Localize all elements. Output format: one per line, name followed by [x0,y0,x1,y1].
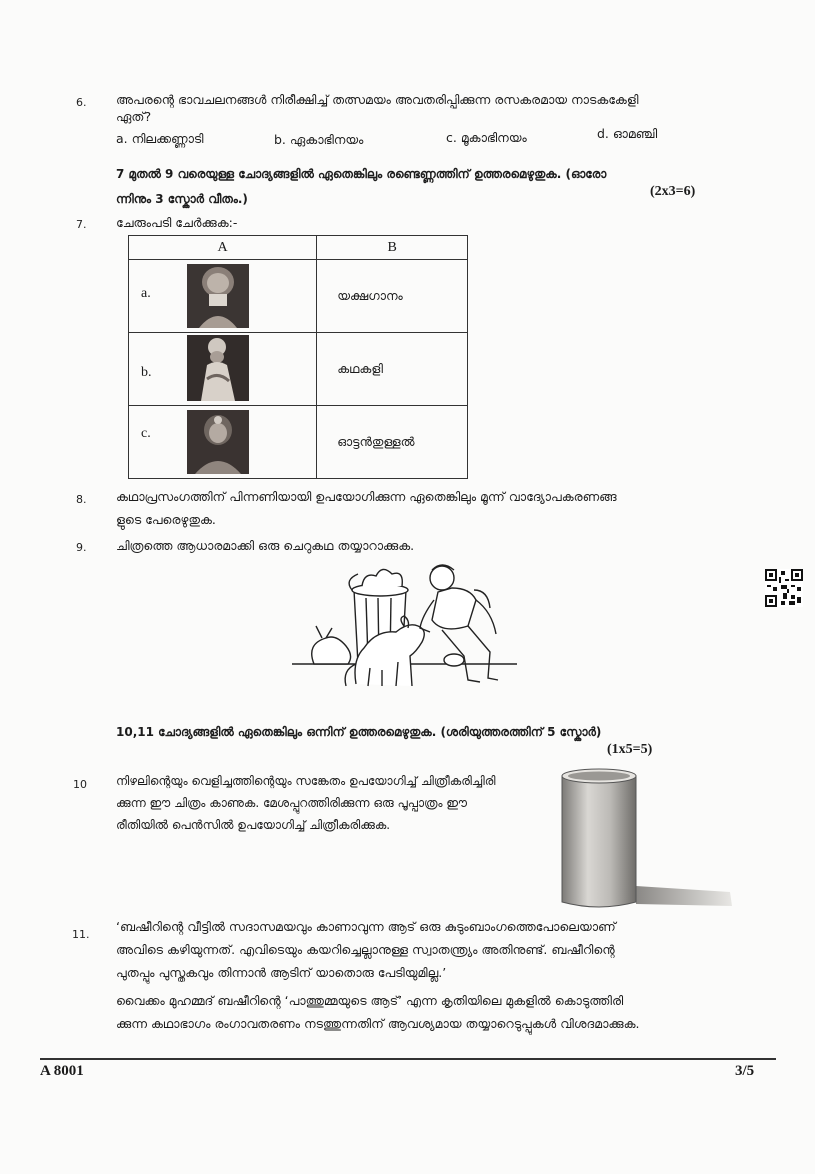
question-number: 6. [76,96,87,109]
page-number: 3/5 [735,1063,755,1079]
row-label: c. [141,426,151,441]
question-number: 8. [76,493,87,506]
question-7-text: ചേരുംപടി ചേർക്കുക:- [116,215,238,230]
section-instruction: 7 മുതൽ 9 വരെയുള്ള ചോദ്യങ്ങളിൽ ഏതെങ്കിലും രണ്ടെണ്ണത്തിന് ഉത്തരമെഴുതുക. (ഓരോ [116,167,607,181]
qr-code [765,569,803,607]
column-a-header: A [129,236,317,260]
section-score: (1x5=5) [607,742,653,757]
question-10-text-cont: ക്കുന്ന ഈ ചിത്രം കാണുക. മേശപ്പുറത്തിരിക്കുന്ന ഒരു പൂപ്പാത്രം ഈ [116,796,468,810]
yakshagana-photo [187,335,249,401]
question-10-text-cont: രീതിയിൽ പെൻസിൽ ഉപയോഗിച്ച് ചിത്രീകരിക്കുക. [116,818,391,832]
option-d: d. ഓമഞ്ചി [597,126,658,141]
row-label: a. [141,286,151,301]
question-number: 11. [72,928,90,941]
table-row [129,406,317,479]
paper-code: A 8001 [40,1063,84,1079]
question-10-text: നിഴലിന്റെയും വെളിച്ചത്തിന്റെയും സങ്കേതം ഉപയോഗിച്ച് ചിത്രീകരിച്ചിരി [116,774,496,788]
match-table [128,235,468,479]
question-number: 10 [73,778,87,791]
option-a: a. നിലക്കണ്ണാടി [116,131,204,146]
question-11-text: വൈക്കം മുഹമ്മദ് ബഷീറിന്റെ ‘പാത്തുമ്മയുടെ ആട്’ എന്ന കൃതിയിലെ മുകളിൽ കൊടുത്തിരി [116,993,624,1008]
table-row [129,260,317,333]
shaded-cylinder-drawing [552,766,738,914]
ottanthullal-photo [187,410,249,474]
option-c: c. മൂകാഭിനയം [446,130,527,145]
question-6-text: അപരന്റെ ഭാവചലനങ്ങൾ നിരീക്ഷിച്ച് തത്സമയം അവതരിപ്പിക്കുന്ന രസകരമായ നാടകകേളി [116,92,639,107]
option-b: b. ഏകാഭിനയം [274,132,364,147]
question-8-text: കഥാപ്രസംഗത്തിന് പിന്നണിയായി ഉപയോഗിക്കുന്ന ഏതെങ്കിലും മൂന്ന് വാദ്യോപകരണങ്ങ [116,489,617,504]
section-score: (2x3=6) [650,184,696,199]
section-instruction-cont: ന്നിനും 3 സ്കോർ വീതം.) [116,192,248,206]
question-number: 9. [76,541,87,554]
column-b-header: B [317,236,468,260]
kathakali-photo [187,264,249,328]
question-number: 7. [76,218,87,231]
column-b-item: കഥകളി [317,333,468,406]
column-b-item: ഓട്ടൻതുള്ളൽ [317,406,468,479]
table-row [129,333,317,406]
question-11-text-cont: ക്കുന്ന കഥാഭാഗം രംഗാവതരണം നടത്തുന്നതിന് ആവശ്യമായ തയ്യാറെടുപ്പുകൾ വിശദമാക്കുക. [116,1016,640,1031]
footer-divider [40,1058,776,1060]
question-11-quote-cont: പുതപ്പും പുസ്തകവും തിന്നാൻ ആടിന് യാതൊരു പേടിയുമില്ല.’ [116,965,447,980]
boy-feeding-dog-illustration [292,560,522,698]
question-6-text-cont: ഏത്? [116,109,152,124]
row-label: b. [141,365,152,380]
question-11-quote-cont: അവിടെ കഴിയുന്നത്. എവിടെയും കയറിച്ചെല്ലാനുള്ള സ്വാതന്ത്ര്യം അതിനുണ്ട്. ബഷീറിന്റെ [116,942,615,957]
question-9-text: ചിത്രത്തെ ആധാരമാക്കി ഒരു ചെറുകഥ തയ്യാറാക്കുക. [116,538,415,553]
column-b-item: യക്ഷഗാനം [317,260,468,333]
question-11-quote: ‘ബഷീറിന്റെ വീട്ടിൽ സദാസമയവും കാണാവുന്ന ആട് ഒരു കുടുംബാംഗത്തെപോലെയാണ് [116,919,616,934]
question-8-text-cont: ളുടെ പേരെഴുതുക. [116,512,216,527]
section-instruction: 10,11 ചോദ്യങ്ങളിൽ ഏതെങ്കിലും ഒന്നിന് ഉത്തരമെഴുതുക. (ശരിയുത്തരത്തിന് 5 സ്കോർ) [116,725,602,739]
